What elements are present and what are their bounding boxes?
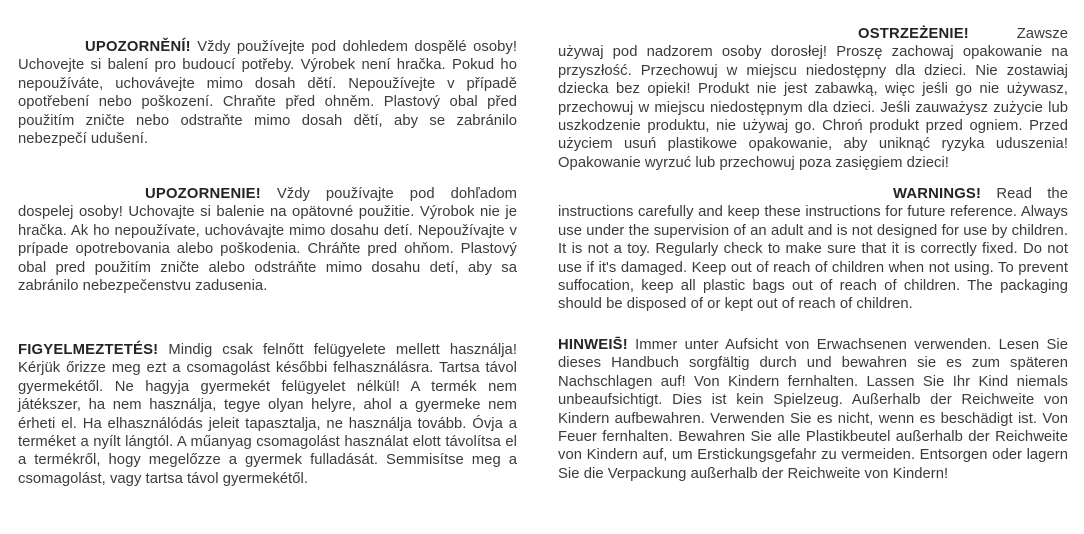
warning-heading-english: WARNINGS! bbox=[893, 186, 982, 202]
warning-paragraph-polish bbox=[558, 25, 1068, 172]
warning-paragraph-english bbox=[558, 185, 1068, 314]
warning-paragraph-czech bbox=[18, 38, 517, 148]
warning-paragraph-hungarian bbox=[18, 341, 517, 488]
warning-heading-czech: UPOZORNĚNÍ! bbox=[85, 39, 191, 55]
warning-heading-slovak: UPOZORNENIE! bbox=[145, 186, 261, 202]
warning-body-hungarian: Mindig csak felnőtt felügyelete mellett használja! Kérjük őrizze meg ezt a csomagolást későbbi felhasználásra. Tartsa távol gyermekétől. Ne hagyja gyermekét felügyelet nélkül! A termék nem játékszer, ha nem használja, tegye olyan helyre, ahol a gyermeke nem érheti el. Ha elhasználódás jeleit tapasztalja, ne használja tovább. Óvja a terméket a nyílt lángtól. A műanyag csomagolást használat elott távolítsa el a termékről, hogy megelőzze a gyermek fulladását. Semmisítse meg a csomagolást, vagy tartsa távol gyermekétől. bbox=[18, 342, 517, 487]
warning-body-polish: Zawsze używaj pod nadzorem osoby dorosłej! Proszę zachowaj opakowanie na przyszłość. Przechowuj w miejscu niedostępny dla dzieci. Nie zostawiaj dziecka bez opieki! Produkt nie jest zabawką, więc jeśli go nie używasz, przechowuj w miejscu niedostępnym dla dzieci. Jeśli zauważysz zużycie lub uszkodzenie produktu, nie używaj go. Chroń produkt przed ogniem. Przed użyciem usuń plastikowe opakowanie, aby uniknąć ryzyka uduszenia! Opakowanie wyrzuć lub przechowuj poza zasięgiem dzieci! bbox=[558, 26, 1068, 171]
warning-heading-polish: OSTRZEŻENIE! bbox=[858, 26, 969, 42]
warning-body-czech: Vždy používejte pod dohledem dospělé osoby! Uchovejte si balení pro budoucí potřeby. Výrobek není hračka. Pokud ho nepoužíváte, uchovávejte mimo dosah dětí. Nepoužívejte v případě opotřebení nebo poškození. Chraňte před ohněm. Plastový obal před použitím zničte nebo odstraňte mimo dosah dětí, aby se zabránilo nebezpečí udušení. bbox=[18, 39, 517, 148]
warning-body-slovak: Vždy používajte pod dohľadom dospelej osoby! Uchovajte si balenie na opätovné použitie. Výrobok nie je hračka. Ak ho nepoužívate, uchovávajte mimo dosahu detí. Nepoužívajte v prípade opotrebovania alebo poškodenia. Chráňte pred ohňom. Plastový obal pred použitím zničte alebo odstráňte mimo dosahu detí, aby sa zabránilo nebezpečenstvu zadusenia. bbox=[18, 186, 517, 295]
warning-heading-hungarian: FIGYELMEZTETÉS! bbox=[18, 342, 159, 358]
warning-paragraph-german bbox=[558, 336, 1068, 483]
warning-paragraph-slovak bbox=[18, 185, 517, 295]
warning-body-english: Read the instructions carefully and keep these instructions for future reference. Always use under the supervision of an adult and is not designed for use by children. It is not a toy. Regularly check to make sure that it is correctly fixed. Do not use if it's damaged. Keep out of reach of children when not using. To prevent suffocation, keep all plastic bags out of reach of children. The packaging should be disposed of or kept out of reach of children. bbox=[558, 186, 1068, 313]
warning-heading-german: HINWEIS̄! bbox=[558, 337, 628, 353]
warning-body-german: Immer unter Aufsicht von Erwachsenen verwenden. Lesen Sie dieses Handbuch sorgfältig durch und bewahren sie es zum späteren Nachschlagen auf! Von Kindern fernhalten. Lassen Sie Ihr Kind niemals unbeaufsichtigt. Dies ist kein Spielzeug. Außerhalb der Reichweite von Kindern aufbewahren. Verwenden Sie es nicht, wenn es beschädigt ist. Von Feuer fernhalten. Bewahren Sie alle Plastikbeutel außerhalb der Reichweite von Kindern auf, um Erstickungsgefahr zu vermeiden. Entsorgen oder lagern Sie die Verpackung außerhalb der Reichweite von Kindern! bbox=[558, 337, 1068, 482]
